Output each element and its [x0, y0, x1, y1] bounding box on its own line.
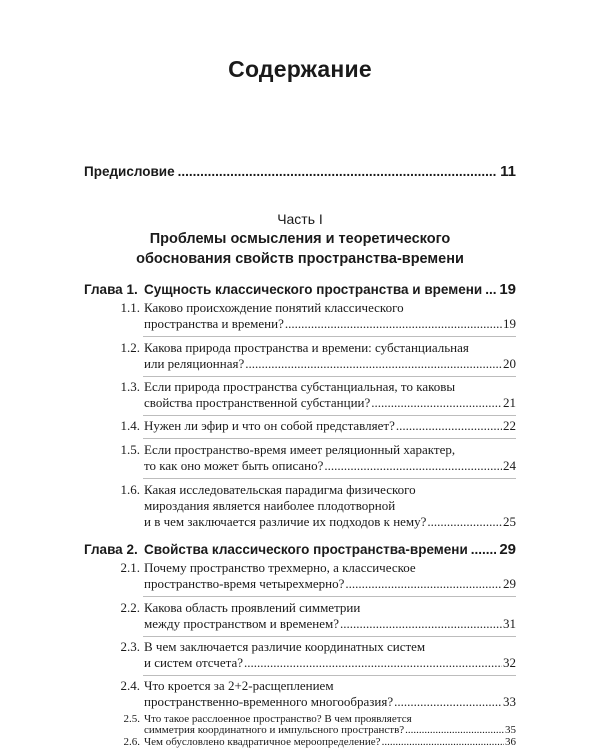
section-page: 25 — [503, 514, 516, 529]
toc-section-2-3[interactable] — [144, 655, 516, 671]
toc-section-2-2[interactable] — [144, 616, 516, 632]
section-number: 2.4. — [120, 678, 140, 693]
section-title-line[interactable]: Каково происхождение понятий классического — [144, 300, 404, 315]
section-title-line: то как оно может быть описано? — [144, 458, 324, 473]
section-page: 36 — [505, 736, 516, 748]
chapter-number: Глава 2. — [84, 542, 138, 557]
toc-chapter-2[interactable] — [84, 541, 516, 558]
section-title-line[interactable]: мироздания является наиболее плодотворной — [144, 498, 396, 513]
section-number: 2.5. — [123, 713, 140, 725]
section-title-line: пространства и времени? — [144, 316, 284, 331]
dot-leader — [485, 282, 496, 297]
section-page: 31 — [503, 616, 516, 631]
dot-leader — [345, 576, 502, 592]
section-divider — [143, 376, 516, 377]
section-number: 2.2. — [120, 600, 140, 615]
section-title-line: свойства пространственной субстанции? — [144, 395, 371, 410]
toc-preface-entry[interactable] — [84, 163, 516, 180]
toc-section-2-1[interactable] — [144, 576, 516, 592]
section-title-line: Что такое расслоенное пространство? В чем проявляется — [144, 713, 412, 725]
section-page: 21 — [503, 395, 516, 410]
section-number: 2.3. — [120, 639, 140, 654]
toc-section-1-5[interactable] — [144, 458, 516, 474]
section-title-line[interactable]: Что кроется за 2+2-расщеплением — [144, 678, 334, 693]
toc-chapter-1[interactable] — [84, 281, 516, 298]
toc-section-1-3[interactable] — [144, 395, 516, 411]
section-divider — [143, 336, 516, 337]
dot-leader — [471, 542, 497, 557]
section-title-line[interactable]: Почему пространство трехмерно, а классическое — [144, 560, 416, 575]
chapter-number: Глава 1. — [84, 282, 138, 297]
section-title-line[interactable]: В чем заключается различие координатных систем — [144, 639, 426, 654]
section-divider — [143, 675, 516, 676]
toc-section-1-1[interactable] — [144, 316, 516, 332]
section-number: 1.5. — [120, 442, 140, 457]
dot-leader — [371, 395, 502, 411]
section-divider — [143, 438, 516, 439]
section-title-line[interactable]: Если природа пространства субстанциальная, то каковы — [144, 379, 456, 394]
section-title-line: или реляционная? — [144, 356, 245, 371]
section-number: 1.6. — [120, 482, 140, 497]
toc-section-2-4[interactable] — [144, 694, 516, 710]
section-page: 24 — [503, 458, 516, 473]
toc-section-2-6[interactable] — [144, 736, 516, 748]
section-title-line: и в чем заключается различие их подходов к нему? — [144, 514, 427, 529]
section-title-line[interactable]: Какова область проявлений симметрии — [144, 600, 361, 615]
preface-label: Предисловие — [84, 164, 175, 179]
dot-leader — [427, 514, 502, 530]
section-number: 1.4. — [120, 418, 140, 433]
section-title-line: пространство-время четырехмерно? — [144, 576, 345, 591]
chapter-title: Сущность классического пространства и времени — [144, 282, 483, 297]
section-title-line: и систем отсчета? — [144, 655, 243, 670]
dot-leader — [382, 736, 504, 748]
toc-section-1-6[interactable] — [144, 514, 516, 530]
section-title-line: симметрия координатного и импульсного пространств? — [144, 724, 405, 736]
dot-leader — [244, 655, 502, 671]
section-title-line: Нужен ли эфир и что он собой представляет? — [144, 418, 395, 433]
chapter-page: 29 — [499, 541, 516, 558]
section-page: 19 — [503, 316, 516, 331]
section-number: 1.1. — [120, 300, 140, 315]
dot-leader — [340, 616, 502, 632]
toc-section-1-4[interactable] — [144, 418, 516, 434]
section-number: 1.3. — [120, 379, 140, 394]
section-number: 2.1. — [120, 560, 140, 575]
toc-section-1-2[interactable] — [144, 356, 516, 372]
chapter-page: 19 — [499, 281, 516, 298]
section-page: 35 — [505, 724, 516, 736]
section-title-line: между пространством и временем? — [144, 616, 340, 631]
part-title-line: Проблемы осмысления и теоретического — [149, 231, 451, 247]
dot-leader — [405, 724, 504, 736]
dot-leader — [245, 356, 502, 372]
section-divider — [143, 636, 516, 637]
chapter-title: Свойства классического пространства-времени — [144, 542, 468, 557]
dot-leader — [285, 316, 502, 332]
section-title-line[interactable]: Какая исследовательская парадигма физического — [144, 482, 416, 497]
section-title-line: пространственно-временного многообразия? — [144, 694, 394, 709]
dot-leader — [178, 164, 498, 179]
section-number: 1.2. — [120, 340, 140, 355]
section-page: 22 — [503, 418, 516, 433]
toc-section-2-5-cont[interactable] — [144, 724, 516, 736]
section-page: 32 — [503, 655, 516, 670]
part-title-line: обоснования свойств пространства-времени — [136, 251, 464, 267]
section-title-line[interactable]: Какова природа пространства и времени: субстанциальная — [144, 340, 469, 355]
part-title — [120, 229, 480, 269]
page-title: Содержание — [228, 56, 372, 82]
section-divider — [143, 478, 516, 479]
section-divider — [143, 415, 516, 416]
section-title-line[interactable]: Если пространство-время имеет реляционный характер, — [144, 442, 456, 457]
section-page: 20 — [503, 356, 516, 371]
dot-leader — [324, 458, 502, 474]
section-page: 33 — [503, 694, 516, 709]
section-title-line: Чем обусловлено квадратичное мероопределение? — [144, 736, 381, 748]
part-label: Часть I — [277, 211, 323, 227]
dot-leader — [396, 418, 502, 434]
preface-page: 11 — [500, 163, 516, 180]
dot-leader — [394, 694, 502, 710]
section-divider — [143, 596, 516, 597]
section-page: 29 — [503, 576, 516, 591]
section-number: 2.6. — [123, 736, 140, 748]
